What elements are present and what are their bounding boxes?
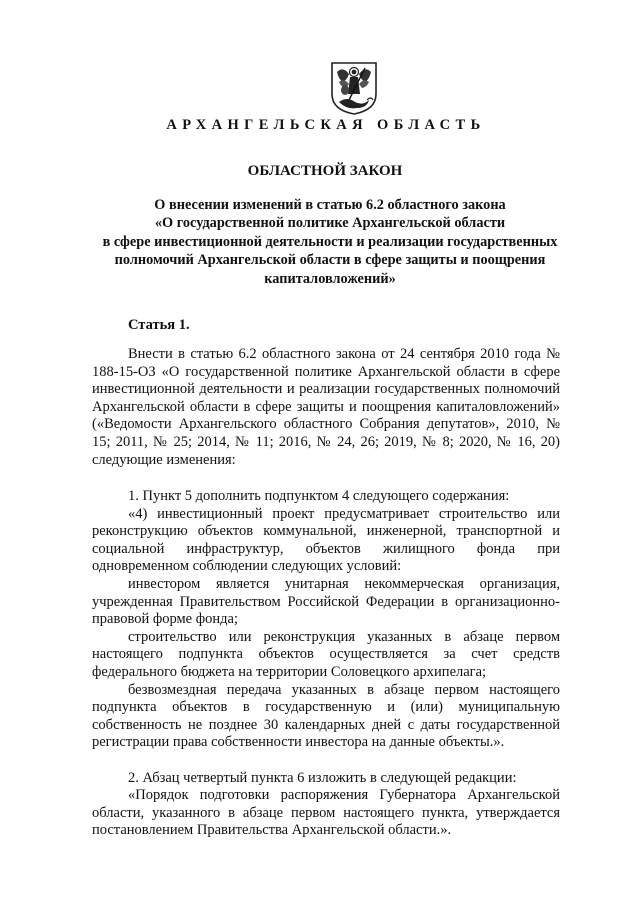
amendment-paragraph: 2. Абзац четвертый пункта 6 изложить в следующей редакции:: [128, 769, 517, 786]
amendment-paragraph: 1. Пункт 5 дополнить подпунктом 4 следующего содержания:: [128, 488, 510, 504]
amendment-paragraph: безвозмездная передача указанных в абзаце первом настоящего подпункта объектов в государственную и (или) муниципальную собственность не позднее 30 календарных дней с даты государственной регистрации права собственности инвестора на данные объекты.».: [92, 681, 560, 751]
law-title-line: «О государственной политике Архангельской области: [154, 215, 506, 232]
amendment-paragraph: «4) инвестиционный проект предусматривает строительство или реконструкцию объектов коммунальной, инженерной, транспортной и социальной инфраструктур, объектов жилищного фонда при одновременном соблюдении следующих условий:: [92, 505, 560, 575]
region-heading: АРХАНГЕЛЬСКАЯ ОБЛАСТЬ: [166, 117, 486, 133]
law-title-line: в сфере инвестиционной деятельности и реализации государственных: [102, 233, 558, 250]
amendment-paragraph: «Порядок подготовки распоряжения Губернатора Архангельской области, указанного в абзаце первом настоящего пункта, утверждается постановлением Правительства Архангельской области.».: [92, 787, 560, 839]
law-title-line: О внесении изменений в статью 6.2 областного закона: [154, 197, 506, 213]
archangel-coat-of-arms-icon: [329, 60, 379, 116]
law-title-line: полномочий Архангельской области в сфере защиты и поощрения: [114, 252, 546, 269]
law-title-line: капиталовложений»: [264, 270, 396, 287]
article-amendments: [92, 488, 560, 840]
amendment-paragraph: строительство или реконструкция указанных в абзаце первом настоящего подпункта объектов осуществляется за счет средств федерального бюджета на территории Соловецкого архипелага;: [92, 628, 560, 680]
amendment-paragraph: инвестором является унитарная некоммерческая организация, учрежденная Правительством Российской Федерации в организационно-правовой форме фонда;: [92, 575, 560, 628]
intro-paragraph: Внести в статью 6.2 областного закона от 24 сентября 2010 года № 188-15-ОЗ «О государственной политике Архангельской области в сфере инвестиционной деятельности и реализации государственных полномочий Архангельской области в сфере защиты и поощрения капиталовложений» («Ведомости Архангельского областного Собрания депутатов», 2010, № 15; 2011, № 25; 2014, № 11; 2016, № 24, 26; 2019, № 8; 2020, № 16, 20) следующие изменения:: [92, 346, 560, 468]
law-title: [100, 196, 560, 288]
article-intro: [92, 346, 560, 469]
law-type-heading: ОБЛАСТНОЙ ЗАКОН: [247, 163, 403, 179]
article-heading: Статья 1.: [128, 317, 190, 333]
